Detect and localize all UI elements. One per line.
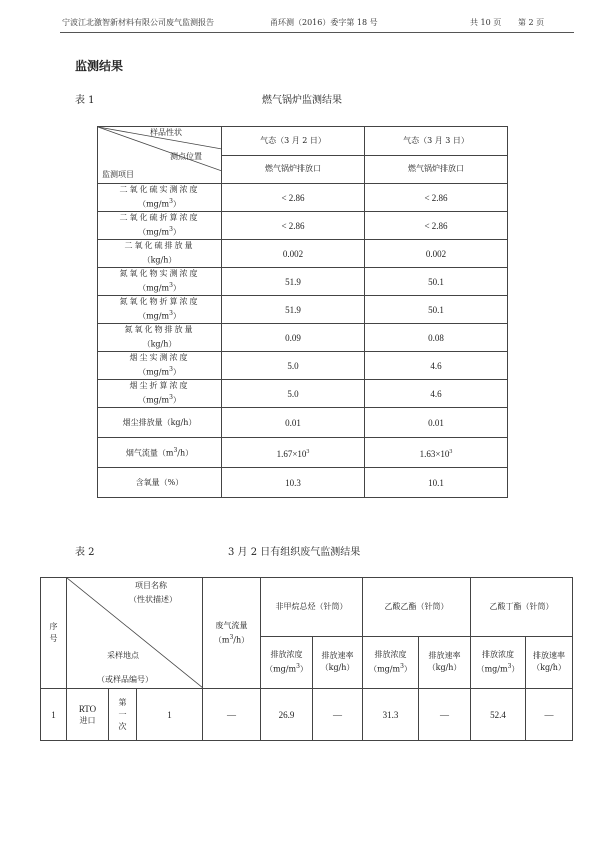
- row-unit-sup: 3: [169, 282, 173, 290]
- table2-corner-state: （性状描述）: [129, 595, 177, 604]
- site-a: RTO: [78, 703, 97, 714]
- sub-conc-unit-a: （mg/m: [265, 664, 297, 674]
- table1-cell: 5.0: [222, 380, 365, 408]
- table1-col2-point: 燃气锅炉排放口: [365, 155, 508, 184]
- table1-cell: 50.1: [365, 296, 508, 324]
- table2-sub-rate: [419, 636, 471, 688]
- row-unit-a: （mg/m: [138, 227, 170, 237]
- sub-conc-label: 排放浓度: [374, 649, 407, 659]
- table1-row: [98, 268, 508, 296]
- table1-cell: 51.9: [222, 296, 365, 324]
- table2-flow-header: [203, 578, 261, 689]
- row-unit: [98, 252, 221, 267]
- table2-group-header: 非甲烷总烃（针筒）: [261, 578, 363, 637]
- row-unit-a: （mg/m: [138, 199, 170, 209]
- table1-row-label: [98, 212, 222, 240]
- table1-col1-point: 燃气锅炉排放口: [222, 155, 365, 184]
- sub-rate-label: 排放速率: [533, 651, 566, 661]
- table2-cell: —: [313, 689, 363, 741]
- table1-row-label: [98, 268, 222, 296]
- sub-conc-unit-a: （mg/m: [369, 664, 401, 674]
- row-unit: [98, 364, 221, 379]
- site-b: 进口: [79, 715, 96, 725]
- table2-corner-site: 采样地点: [107, 651, 139, 660]
- sub-conc-unit: [261, 661, 312, 676]
- row-unit-a: （kg/h）: [142, 255, 177, 265]
- table2-sample-no: 1: [137, 689, 203, 741]
- table1-cell: 5.0: [222, 352, 365, 380]
- table2-group-header: 乙酸乙酯（针筒）: [363, 578, 471, 637]
- flow-label-b: /h）: [177, 448, 194, 458]
- row-name: 二氧化硫实测浓度: [119, 185, 200, 195]
- row-unit-b: ）: [172, 227, 181, 237]
- table1-row-label: [98, 184, 222, 212]
- table1-cell: < 2.86: [365, 212, 508, 240]
- row-unit-sup: 3: [169, 198, 173, 206]
- row-name: 氮氧化物折算浓度: [119, 297, 200, 307]
- period-a: 第: [118, 697, 127, 707]
- row-unit: [98, 280, 221, 295]
- table2-flow-value: —: [203, 689, 261, 741]
- sub-conc-unit-sup: 3: [400, 662, 404, 670]
- table1-row-label: 含氧量（%）: [98, 468, 222, 498]
- row-unit: [98, 196, 221, 211]
- table1-row: [98, 352, 508, 380]
- table2-sub-rate: [526, 636, 573, 688]
- table1-row: [98, 296, 508, 324]
- table2-cell: —: [419, 689, 471, 741]
- table2-group-header: 乙酸丁酯（针筒）: [471, 578, 573, 637]
- flow-v2-base: 1.63×10: [419, 448, 450, 459]
- table1-row-label: 烟尘排放量（kg/h）: [98, 408, 222, 438]
- table2-sub-rate: [313, 636, 363, 688]
- table2-sub-conc: [261, 636, 313, 688]
- flow-unit-sup: 3: [229, 633, 234, 641]
- sub-rate-unit: （kg/h）: [320, 663, 355, 673]
- sub-rate-label: 排放速率: [321, 651, 354, 661]
- sub-conc-label: 排放浓度: [482, 649, 515, 659]
- sub-conc-label: 排放浓度: [270, 649, 303, 659]
- flow-v2-exp: 3: [449, 448, 453, 455]
- table2-site: [67, 689, 109, 741]
- sub-conc-unit-b: ）: [403, 664, 412, 674]
- row-unit-sup: 3: [169, 366, 173, 374]
- table1-cell: 4.6: [365, 380, 508, 408]
- table1-row: [98, 184, 508, 212]
- table2-label: 表 2: [75, 547, 95, 558]
- sub-conc-unit-b: ）: [299, 664, 308, 674]
- table1-cell: < 2.86: [222, 184, 365, 212]
- table1-row-label: [98, 380, 222, 408]
- table1-row: [98, 240, 508, 268]
- table1-corner-point: 测点位置: [170, 152, 202, 161]
- row-name: 烟尘实测浓度: [129, 353, 190, 363]
- table2-seq-header: [41, 578, 67, 689]
- row-unit-b: ）: [172, 199, 181, 209]
- table1-cell: 50.1: [365, 268, 508, 296]
- table1-cell: 0.09: [222, 324, 365, 352]
- header-doc-number: 甬环测（2016）委字第 18 号: [270, 18, 378, 27]
- sub-rate-label: 排放速率: [428, 651, 461, 661]
- table2-title: 3 月 2 日有组织废气监测结果: [228, 547, 361, 558]
- table1-cell: 4.6: [365, 352, 508, 380]
- table1-row: [98, 324, 508, 352]
- sub-rate-unit: （kg/h）: [427, 663, 462, 673]
- table2-seq: 1: [41, 689, 67, 741]
- row-unit-a: （mg/m: [138, 367, 170, 377]
- table2-corner-cell: [67, 578, 203, 689]
- row-name: 二氧化硫排放量: [124, 241, 195, 251]
- row-unit-sup: 3: [169, 226, 173, 234]
- table2-corner-item: 项目名称: [135, 581, 167, 590]
- flow-label-sup: 3: [173, 447, 178, 455]
- table1-row: [98, 380, 508, 408]
- table2: [40, 577, 573, 741]
- table1-cell: 0.08: [365, 324, 508, 352]
- table1-row-label: [98, 240, 222, 268]
- table1-cell: 0.002: [222, 240, 365, 268]
- sub-conc-unit: [363, 661, 418, 676]
- header-page-number: 第 2 页: [518, 18, 545, 27]
- table1-title: 燃气锅炉监测结果: [262, 95, 342, 106]
- table2-cell: 26.9: [261, 689, 313, 741]
- table2-corner-code: （或样品编号）: [97, 675, 153, 684]
- row-unit-a: （mg/m: [138, 311, 170, 321]
- table1-corner-cell: [98, 127, 222, 184]
- row-unit-b: ）: [172, 311, 181, 321]
- table1-row-label: [98, 352, 222, 380]
- table1-cell: < 2.86: [222, 212, 365, 240]
- table2-cell: 31.3: [363, 689, 419, 741]
- header-rule: [60, 32, 574, 33]
- row-unit: [98, 392, 221, 407]
- row-unit: [98, 336, 221, 351]
- row-unit-a: （mg/m: [138, 283, 170, 293]
- row-name: 二氧化硫折算浓度: [119, 213, 200, 223]
- seq-header-text: 序号: [49, 622, 58, 643]
- table1-cell: [365, 438, 508, 468]
- table2-period: [109, 689, 137, 741]
- row-unit-a: （kg/h）: [142, 339, 177, 349]
- table1-corner-item: 监测项目: [102, 170, 134, 179]
- table2-sub-conc: [363, 636, 419, 688]
- row-unit: [98, 224, 221, 239]
- table1-col1-state: 气态（3 月 2 日）: [222, 127, 365, 156]
- table2-cell: 52.4: [471, 689, 526, 741]
- sub-rate-unit: （kg/h）: [532, 663, 566, 673]
- row-unit-sup: 3: [169, 310, 173, 318]
- section-title: 监测结果: [75, 59, 124, 73]
- row-unit-b: ）: [172, 395, 181, 405]
- sub-conc-unit-b: ）: [511, 664, 520, 674]
- table1-label: 表 1: [75, 95, 95, 106]
- sub-conc-unit-sup: 3: [296, 662, 300, 670]
- table1-cell: 0.01: [222, 408, 365, 438]
- table1-cell: 10.3: [222, 468, 365, 498]
- table1-row-label: [98, 438, 222, 468]
- row-name: 烟尘折算浓度: [129, 381, 190, 391]
- period-c: 次: [118, 721, 127, 731]
- header-company: 宁波江北激智新材料有限公司废气监测报告: [62, 18, 214, 27]
- table1-corner-state: 样品性状: [150, 128, 182, 137]
- table2-cell: —: [526, 689, 573, 741]
- table1-row-label: [98, 324, 222, 352]
- flow-v1-base: 1.67×10: [276, 448, 307, 459]
- sub-conc-unit-a: （mg/m: [476, 664, 508, 674]
- flow-v1-exp: 3: [306, 448, 310, 455]
- table1-cell: [222, 438, 365, 468]
- row-name: 氮氧化物实测浓度: [119, 269, 200, 279]
- flow-unit-b: /h）: [233, 635, 250, 645]
- flow-unit-a: （m: [213, 635, 230, 645]
- table1-row: [98, 212, 508, 240]
- period-b: 一: [118, 709, 127, 719]
- header-total-pages: 共 10 页: [470, 18, 502, 27]
- flow-header-text: 废气流量: [215, 620, 248, 630]
- table1-cell: 10.1: [365, 468, 508, 498]
- flow-header-unit: [203, 632, 260, 647]
- table1-cell: 51.9: [222, 268, 365, 296]
- table1-row-label: [98, 296, 222, 324]
- table1-cell: 0.002: [365, 240, 508, 268]
- row-unit-b: ）: [172, 367, 181, 377]
- table1-col2-state: 气态（3 月 3 日）: [365, 127, 508, 156]
- table1-cell: < 2.86: [365, 184, 508, 212]
- row-name: 氮氧化物排放量: [124, 325, 195, 335]
- row-unit-a: （mg/m: [138, 395, 170, 405]
- sub-conc-unit-sup: 3: [507, 662, 512, 670]
- flow-label-a: 烟气流量（m: [125, 448, 174, 458]
- row-unit-sup: 3: [169, 394, 173, 402]
- sub-conc-unit: [471, 661, 525, 676]
- row-unit-b: ）: [172, 283, 181, 293]
- row-unit: [98, 308, 221, 323]
- table2-sub-conc: [471, 636, 526, 688]
- table1-cell: 0.01: [365, 408, 508, 438]
- table1: [97, 126, 508, 498]
